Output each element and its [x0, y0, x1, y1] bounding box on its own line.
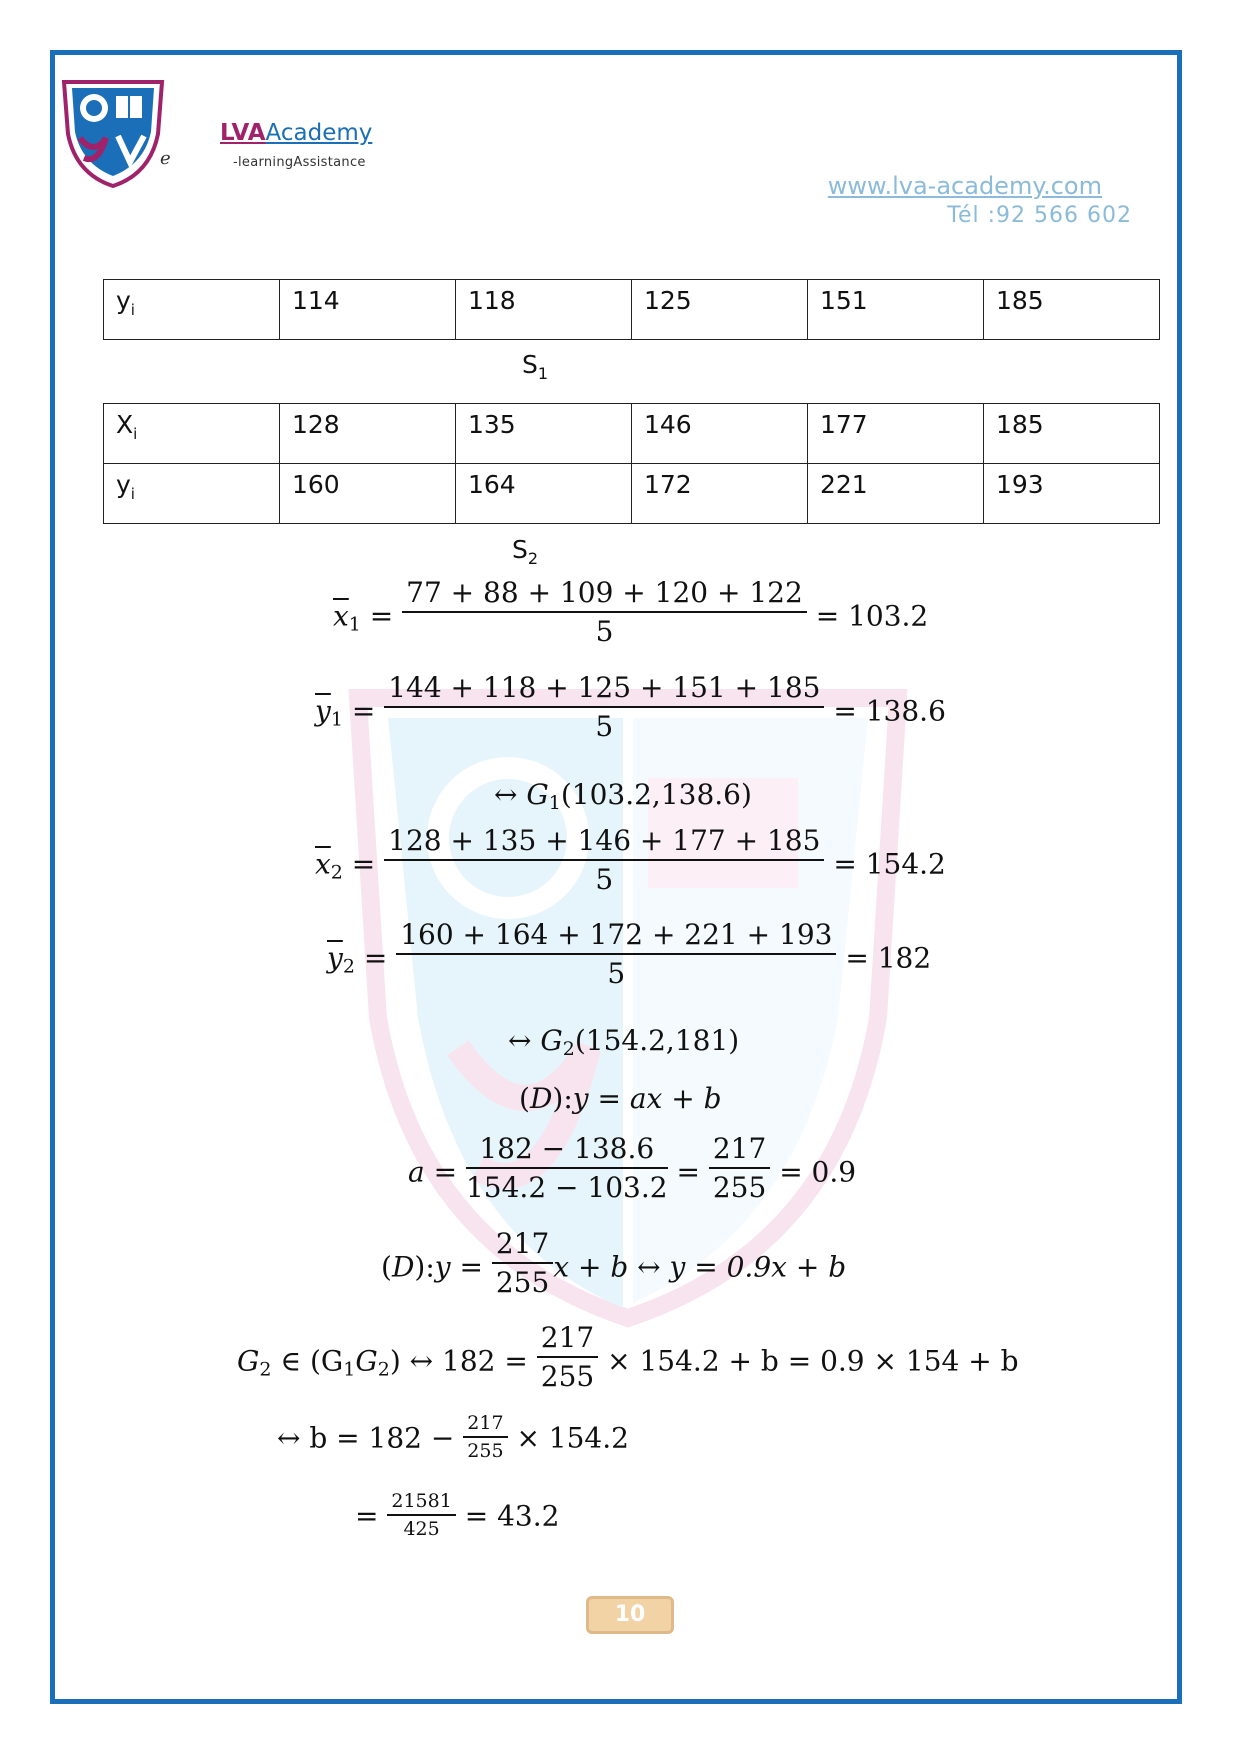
table-cell: 118: [456, 280, 632, 340]
website-link[interactable]: www.lva-academy.com: [827, 172, 1102, 200]
equation-line-d-substituted: (D):y = $\frac{217}{255}$ x + b ↔ y = 0.9x + b: [381, 1227, 847, 1299]
equation-slope-a: a = $\frac{182 - 138.6}{154.2 - 103.2}$ = $\frac{217}{255}$ = 0.9: [408, 1132, 857, 1204]
data-table-s1: [103, 279, 1160, 340]
equation-x2-mean: $\overline{x}_2$ = $\frac{128 + 135 + 146 + 177 + 185}{5}$ = 154.2: [315, 824, 946, 896]
brand-name: [220, 120, 372, 146]
equation-g2-membership: $G_2$ ∈ $(G_1G_2)$ ↔ 182 = $\frac{217}{255}$ × 154.2 + b = 0.9 × 154 + b: [237, 1321, 1019, 1393]
table-cell: 185: [984, 404, 1160, 464]
table-cell: 221: [808, 464, 984, 524]
phone-number: Tél :92 566 602: [947, 203, 1132, 228]
row-label: $y_i$: [104, 464, 280, 524]
table-cell: 128: [280, 404, 456, 464]
data-table-s2: [103, 403, 1160, 524]
equation-b-result: = $\frac{21581}{425}$ = 43.2: [355, 1490, 560, 1540]
brand-lva: LVA: [220, 120, 266, 146]
table-cell: 177: [808, 404, 984, 464]
table-cell: 185: [984, 280, 1160, 340]
table-cell: 125: [632, 280, 808, 340]
equation-line-d: (D):y = ax + b: [519, 1082, 722, 1115]
page-number: 10: [586, 1596, 674, 1634]
row-label: $X_i$: [104, 404, 280, 464]
series-label-s2: $S_2$: [512, 535, 539, 568]
equation-y2-mean: $\overline{y}_2$ = $\frac{160 + 164 + 172 + 221 + 193}{5}$ = 182: [327, 918, 932, 990]
row-label: $y_i$: [104, 280, 280, 340]
academy-logo: [58, 78, 168, 190]
table-cell: 172: [632, 464, 808, 524]
table-row: [104, 464, 1160, 524]
equation-x1-mean: $\overline{x}_1$ = $\frac{77 + 88 + 109 + 120 + 122}{5}$ = 103.2: [333, 576, 929, 648]
table-cell: 193: [984, 464, 1160, 524]
equation-g2-point: ↔ $G_2(154.2,181)$: [508, 1024, 740, 1060]
brand-academy: Academy: [265, 120, 373, 146]
table-cell: 146: [632, 404, 808, 464]
equation-g1-point: ↔ $G_1(103.2,138.6)$: [494, 778, 752, 814]
table-row: [104, 404, 1160, 464]
equation-b-calc: ↔ b = 182 − $\frac{217}{255}$ × 154.2: [277, 1412, 629, 1462]
table-cell: 151: [808, 280, 984, 340]
table-row: [104, 280, 1160, 340]
table-cell: 135: [456, 404, 632, 464]
series-label-s1: $S_1$: [522, 350, 549, 383]
table-cell: 114: [280, 280, 456, 340]
table-cell: 164: [456, 464, 632, 524]
table-cell: 160: [280, 464, 456, 524]
equation-y1-mean: $\overline{y}_1$ = $\frac{144 + 118 + 125 + 151 + 185}{5}$ = 138.6: [315, 671, 946, 743]
brand-tagline: -learningAssistance: [233, 155, 366, 170]
logo-e-mark: e: [160, 148, 171, 169]
